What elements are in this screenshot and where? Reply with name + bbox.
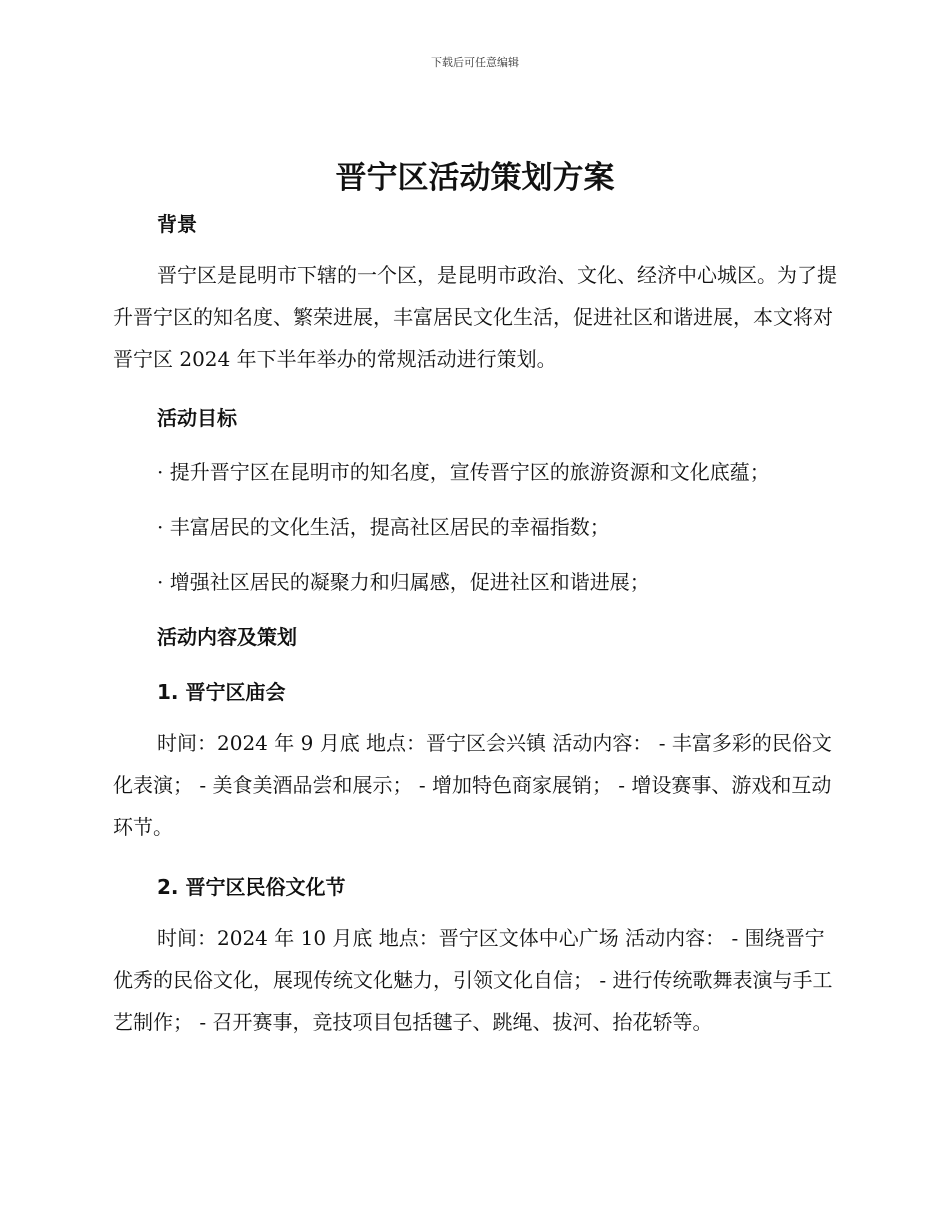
goal-item: · 增强社区居民的凝聚力和归属感，促进社区和谐进展； <box>157 570 650 594</box>
goals-heading: 活动目标 <box>157 406 237 430</box>
background-heading: 背景 <box>157 212 197 236</box>
goal-item: · 丰富居民的文化生活，提高社区居民的幸福指数； <box>157 515 610 539</box>
activity-1-heading: 1. 晋宁区庙会 <box>157 680 286 704</box>
content-heading: 活动内容及策划 <box>157 625 297 649</box>
document-title: 晋宁区活动策划方案 <box>335 160 615 196</box>
page-header-note: 下载后可任意编辑 <box>431 56 519 69</box>
background-paragraph: 晋宁区是昆明市下辖的一个区，是昆明市政治、文化、经济中心城区。为了提升晋宁区的知名度、繁荣进展，丰富居民文化生活，促进社区和谐进展，本文将对晋宁区 2024 年下半年举办的常规活动进行策划。 <box>113 263 837 371</box>
activity-2-paragraph: 时间：2024 年 10 月底 地点：晋宁区文体中心广场 活动内容： - 围绕晋宁优秀的民俗文化，展现传统文化魅力，引领文化自信； - 进行传统歌舞表演与手工艺制作； - 召开赛事，竞技项目包括毽子、跳绳、拔河、抬花轿等。 <box>113 926 833 1034</box>
goal-item: · 提升晋宁区在昆明市的知名度，宣传晋宁区的旅游资源和文化底蕴； <box>157 460 770 484</box>
activity-2-heading: 2. 晋宁区民俗文化节 <box>157 875 346 899</box>
activity-1-paragraph: 时间：2024 年 9 月底 地点：晋宁区会兴镇 活动内容： - 丰富多彩的民俗文化表演； - 美食美酒品尝和展示； - 增加特色商家展销； - 增设赛事、游戏和互动环节。 <box>113 731 832 839</box>
